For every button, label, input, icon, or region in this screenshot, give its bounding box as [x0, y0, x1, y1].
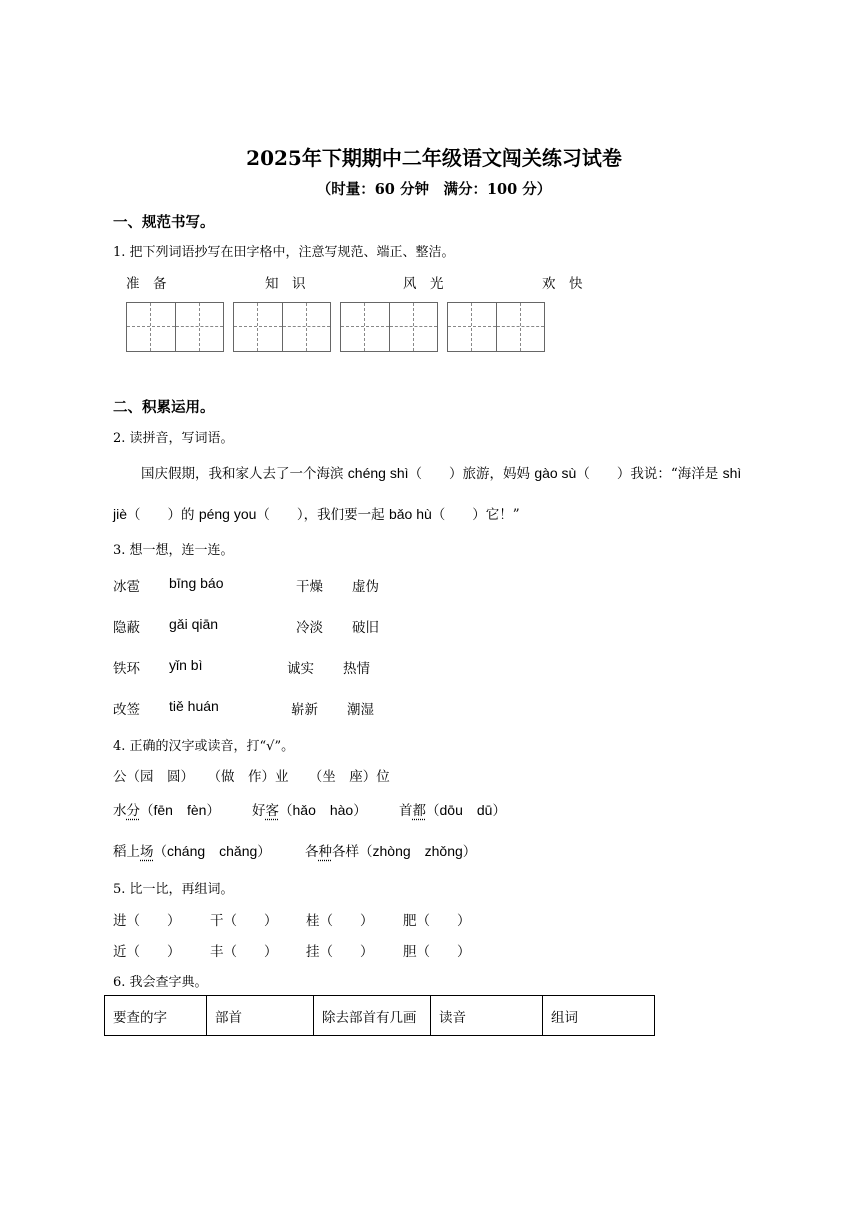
word-3: 风 光: [403, 276, 444, 292]
tianzige-box-1[interactable]: [126, 302, 224, 352]
q3-antonym-b: 破旧: [352, 620, 379, 636]
tianzige-box-3[interactable]: [340, 302, 438, 352]
q2-line2: jiè（ ）的 péng you（ ），我们要一起 bǎo hù（ ）它！”: [113, 506, 520, 523]
q5-item: 挂（ ）: [306, 944, 374, 960]
table-header-cell: 除去部首有几画: [314, 996, 431, 1036]
word-4: 欢 快: [542, 276, 583, 292]
section1-heading: 一、规范书写。: [113, 214, 215, 231]
q1-prompt: 1. 把下列词语抄写在田字格中，注意写规范、端正、整洁。: [113, 245, 455, 260]
table-header-cell: 读音: [431, 996, 543, 1036]
q2-prompt: 2. 读拼音，写词语。: [113, 431, 234, 446]
q3-pinyin: yǐn bì: [169, 657, 203, 673]
q5-item: 肥（ ）: [403, 913, 471, 929]
q6-prompt: 6. 我会查字典。: [113, 975, 208, 990]
table-header-cell: 要查的字: [105, 996, 207, 1036]
q4-item: 好客（hǎo hào）: [252, 802, 367, 819]
q4-item: 首都（dōu dū）: [399, 802, 506, 819]
table-row: [105, 996, 655, 1036]
q3-word: 改签: [113, 702, 140, 718]
table-header-cell: 部首: [207, 996, 314, 1036]
section2-heading: 二、积累运用。: [113, 399, 215, 416]
table-header-cell: 组词: [543, 996, 655, 1036]
q3-antonym-b: 热情: [343, 661, 370, 677]
q5-item: 进（ ）: [113, 913, 181, 929]
page-title: 2025年下期期中二年级语文闯关练习试卷: [246, 146, 622, 170]
tianzige-box-2[interactable]: [233, 302, 331, 352]
page-subtitle: （时量：60 分钟 满分：100 分）: [316, 181, 552, 198]
word-2: 知 识: [265, 276, 306, 292]
q5-item: 干（ ）: [210, 913, 278, 929]
q5-item: 近（ ）: [113, 944, 181, 960]
q4-line1: 公（园 圆） （做 作）业 （坐 座）位: [113, 769, 390, 785]
word-1: 准 备: [126, 276, 167, 292]
q4-item: 水分（fēn fèn）: [113, 802, 220, 819]
q5-prompt: 5. 比一比，再组词。: [113, 882, 234, 897]
q3-pinyin: bīng báo: [169, 575, 224, 591]
q3-antonym-b: 潮湿: [347, 702, 374, 718]
q4-item: 稻上场（cháng chǎng）: [113, 843, 271, 860]
q3-antonym-a: 干燥: [296, 579, 323, 595]
q3-word: 隐蔽: [113, 620, 140, 636]
q3-pinyin: tiě huán: [169, 698, 219, 714]
q3-antonym-b: 虚伪: [352, 579, 379, 595]
q5-item: 桂（ ）: [306, 913, 374, 929]
q2-line1: 国庆假期，我和家人去了一个海滨 chéng shì（ ）旅游，妈妈 gào sù（ ）我说：“海洋是 shì: [141, 465, 742, 482]
q5-item: 胆（ ）: [403, 944, 471, 960]
q4-prompt: 4. 正确的汉字或读音，打“√”。: [113, 739, 295, 754]
dictionary-table: [104, 995, 655, 1036]
q3-antonym-a: 冷淡: [296, 620, 323, 636]
q3-pinyin: gǎi qiān: [169, 616, 219, 632]
q5-item: 丰（ ）: [210, 944, 278, 960]
q4-item: 各种各样（zhòng zhǒng）: [305, 843, 477, 860]
q3-antonym-a: 崭新: [291, 702, 318, 718]
q3-word: 冰雹: [113, 579, 140, 595]
q3-antonym-a: 诚实: [287, 661, 314, 677]
tianzige-box-4[interactable]: [447, 302, 545, 352]
q3-word: 铁环: [113, 661, 140, 677]
q3-prompt: 3. 想一想，连一连。: [113, 543, 234, 558]
